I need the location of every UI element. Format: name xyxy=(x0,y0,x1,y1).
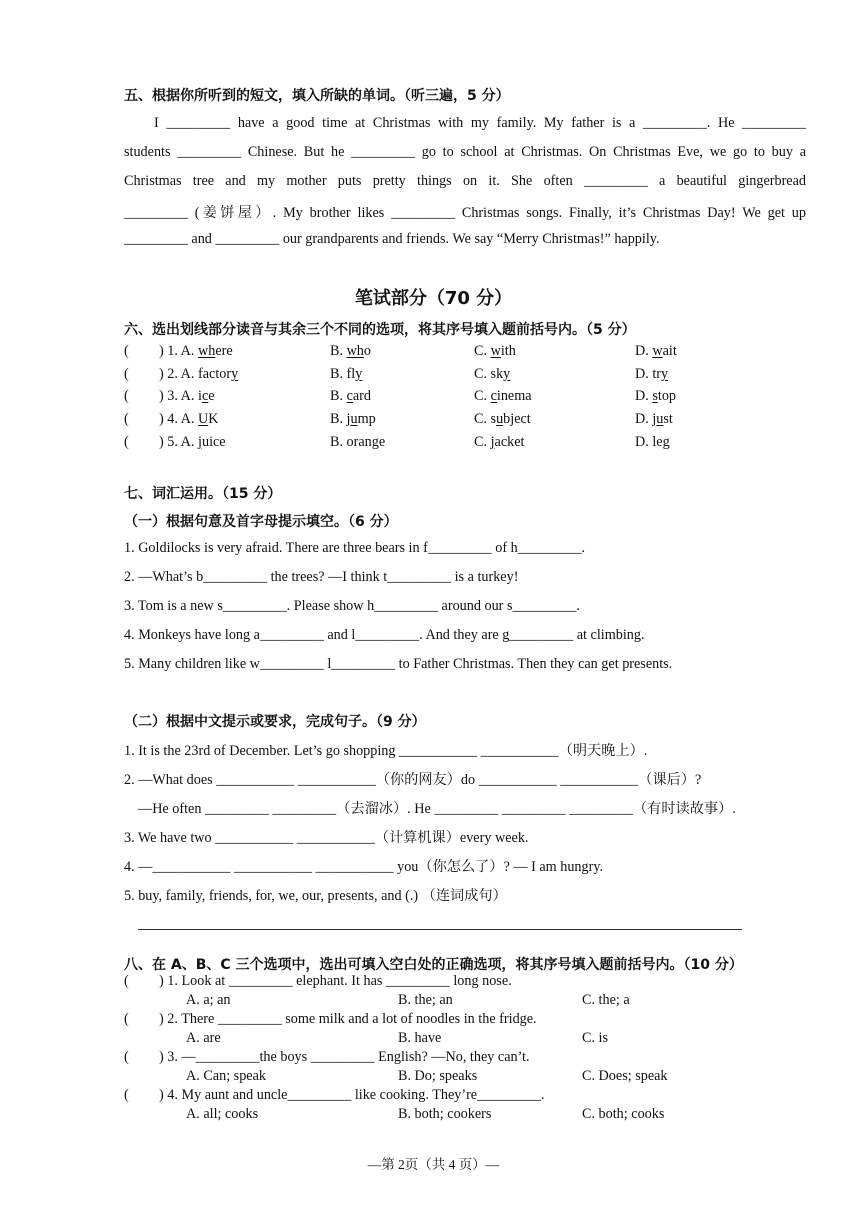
answer-bracket xyxy=(124,411,129,428)
page-footer: —第 2页（共 4 页）— xyxy=(367,1157,500,1172)
option-text: K xyxy=(208,411,219,427)
option-text: ere xyxy=(215,343,233,359)
option-a: A. are xyxy=(186,1030,221,1046)
option-b xyxy=(330,411,376,428)
option-a xyxy=(159,343,233,360)
option-text: uice xyxy=(201,434,226,450)
option-b: B. Do; speaks xyxy=(398,1068,478,1084)
option-d xyxy=(635,411,673,428)
option-text: ) 2. A. xyxy=(159,366,199,382)
section7-heading: 七、词汇运用。（15 分） xyxy=(124,486,282,502)
option-c xyxy=(474,434,524,451)
section5-line-3: Christmas tree and my mother puts pretty things on it. She often _________ a beautiful gingerbread xyxy=(124,173,806,189)
underlined-letters: j xyxy=(198,434,202,450)
answer-bracket xyxy=(124,366,129,383)
option-text: ait xyxy=(662,343,677,359)
underlined-letters: y xyxy=(355,366,363,382)
option-text: e xyxy=(208,388,215,404)
answer-bracket xyxy=(124,434,129,451)
section7-part1-q1: 1. Goldilocks is very afraid. There are three bears in f_________ of h_________. xyxy=(124,540,586,556)
section7-part2-q2: 2. —What does ___________ ___________（你的网友）do ___________ ___________（课后）? xyxy=(124,772,702,788)
underlined-letters: c xyxy=(201,388,209,404)
option-text: B. oran xyxy=(330,434,372,450)
option-text: top xyxy=(657,388,677,404)
option-b xyxy=(330,434,385,451)
option-text: ) 3. A. xyxy=(159,388,199,404)
section5-line-5: _________ and _________ our grandparents and friends. We say “Merry Christmas!” happily. xyxy=(124,231,660,247)
option-a: A. all; cooks xyxy=(186,1106,259,1122)
answer-bracket: ( xyxy=(124,1049,129,1065)
section7-part2-heading: （二）根据中文提示或要求，完成句子。（9 分） xyxy=(124,714,426,730)
section7-part1-q3: 3. Tom is a new s_________. Please show h_________ around our s_________. xyxy=(124,598,580,614)
option-text: ard xyxy=(352,388,371,404)
option-text: ( xyxy=(124,434,129,450)
underlined-letters: y xyxy=(503,366,511,382)
option-text: B. j xyxy=(330,411,351,427)
section5-heading: 五、根据你所听到的短文，填入所缺的单词。（听三遍，5 分） xyxy=(124,88,510,104)
section5-line-1: I _________ have a good time at Christmas with my family. My father is a _________. He _________ xyxy=(154,115,806,131)
option-b xyxy=(330,388,371,405)
option-text: e xyxy=(378,434,386,450)
section7-part2-q5: 5. buy, family, friends, for, we, our, presents, and (.) （连词成句） xyxy=(124,888,507,904)
option-text: o xyxy=(363,343,371,359)
option-text: D. xyxy=(635,388,653,404)
option-d xyxy=(635,366,668,383)
answer-bracket: ( xyxy=(124,973,129,989)
underlined-letters: u xyxy=(350,411,358,427)
option-text: B. xyxy=(330,388,347,404)
underlined-letters: c xyxy=(346,388,353,404)
option-b: B. both; cookers xyxy=(398,1106,492,1122)
underlined-letters: y xyxy=(661,366,669,382)
underlined-letters: s xyxy=(652,388,658,404)
option-text: D. j xyxy=(635,411,657,427)
section7-part2-q2-reply: —He often _________ _________（去溜冰）. He _________ _________ _________（有时读故事）. xyxy=(138,801,736,817)
option-d xyxy=(635,434,670,451)
option-d xyxy=(635,388,676,405)
option-text: inema xyxy=(496,388,532,404)
option-text: st xyxy=(663,411,673,427)
answer-line xyxy=(138,929,742,930)
section7-part1-q5: 5. Many children like w_________ l_________ to Father Christmas. Then they can get presents. xyxy=(124,656,673,672)
option-a xyxy=(159,388,215,405)
option-a xyxy=(159,434,226,451)
option-text: mp xyxy=(357,411,376,427)
section7-part2-q1: 1. It is the 23rd of December. Let’s go shopping ___________ ___________（明天晚上）. xyxy=(124,743,648,759)
written-part-title: 笔试部分（70 分） xyxy=(354,288,513,309)
underlined-letters: g xyxy=(371,434,379,450)
option-c xyxy=(474,411,531,428)
option-c xyxy=(474,366,510,383)
answer-bracket: ( xyxy=(124,1011,129,1027)
option-text: ( xyxy=(124,366,129,382)
option-text: ith xyxy=(500,343,516,359)
underlined-letters: j xyxy=(490,434,495,450)
option-a: A. Can; speak xyxy=(186,1068,266,1084)
option-text: C. xyxy=(474,343,491,359)
underlined-letters: wh xyxy=(346,343,364,359)
underlined-letters: c xyxy=(490,388,497,404)
section5-line-4: _________ (姜饼屋）. My brother likes _________ Christmas songs. Finally, it’s Christmas Day! We get up xyxy=(124,205,806,221)
question-stem: ) 2. There _________ some milk and a lot of noodles in the fridge. xyxy=(159,1011,537,1027)
option-a xyxy=(159,366,238,383)
option-c: C. Does; speak xyxy=(582,1068,668,1084)
answer-bracket xyxy=(124,388,129,405)
option-text: C. xyxy=(474,434,491,450)
option-text: ) 5. A. xyxy=(159,434,199,450)
option-text: B. xyxy=(330,343,347,359)
question-stem: ) 3. —_________the boys _________ English? —No, they can’t. xyxy=(159,1049,530,1065)
underlined-letters: g xyxy=(662,434,670,450)
question-stem: ) 4. My aunt and uncle_________ like cooking. They’re_________. xyxy=(159,1087,545,1103)
underlined-letters: u xyxy=(656,411,664,427)
option-text: ) 4. A. xyxy=(159,411,199,427)
option-text: bject xyxy=(503,411,531,427)
option-text: D. xyxy=(635,343,653,359)
option-text: ( xyxy=(124,343,129,359)
option-b: B. have xyxy=(398,1030,442,1046)
option-c: C. both; cooks xyxy=(582,1106,665,1122)
section6-heading: 六、选出划线部分读音与其余三个不同的选项，将其序号填入题前括号内。（5 分） xyxy=(124,322,636,338)
underlined-letters: wh xyxy=(198,343,216,359)
section7-part1-heading: （一）根据句意及首字母提示填空。（6 分） xyxy=(124,514,398,530)
option-c xyxy=(474,388,532,405)
option-text: D. le xyxy=(635,434,663,450)
underlined-letters: U xyxy=(198,411,209,427)
answer-bracket: ( xyxy=(124,1087,129,1103)
underlined-letters: y xyxy=(231,366,239,382)
underlined-letters: w xyxy=(490,343,501,359)
option-b xyxy=(330,366,362,383)
option-text: acket xyxy=(494,434,525,450)
option-c: C. is xyxy=(582,1030,609,1046)
section7-part1-q2: 2. —What’s b_________ the trees? —I think t_________ is a turkey! xyxy=(124,569,519,585)
option-a: A. a; an xyxy=(186,992,231,1008)
option-a xyxy=(159,411,219,428)
option-b: B. the; an xyxy=(398,992,453,1008)
option-c xyxy=(474,343,516,360)
section7-part2-q3: 3. We have two ___________ ___________（计算机课）every week. xyxy=(124,830,529,846)
option-text: B. fl xyxy=(330,366,356,382)
option-text: i xyxy=(198,388,202,404)
option-d xyxy=(635,343,677,360)
underlined-letters: w xyxy=(652,343,663,359)
option-c: C. the; a xyxy=(582,992,630,1008)
option-text: ( xyxy=(124,411,129,427)
section5-line-2: students _________ Chinese. But he _________ go to school at Christmas. On Christmas Eve, we go to buy a xyxy=(124,144,806,160)
section8-heading: 八、在 A、B、C 三个选项中，选出可填入空白处的正确选项，将其序号填入题前括号内。（10 分） xyxy=(124,957,743,973)
option-text: D. tr xyxy=(635,366,662,382)
answer-bracket xyxy=(124,343,129,360)
underlined-letters: u xyxy=(496,411,504,427)
option-text: ) 1. A. xyxy=(159,343,199,359)
option-text: C. sk xyxy=(474,366,504,382)
option-text: C. xyxy=(474,388,491,404)
option-b xyxy=(330,343,371,360)
option-text: C. s xyxy=(474,411,497,427)
question-stem: ) 1. Look at _________ elephant. It has _________ long nose. xyxy=(159,973,512,989)
section7-part2-q4: 4. —___________ ___________ ___________ you（你怎么了）? — I am hungry. xyxy=(124,859,604,875)
option-text: factor xyxy=(198,366,232,382)
section7-part1-q4: 4. Monkeys have long a_________ and l_________. And they are g_________ at climbing. xyxy=(124,627,645,643)
option-text: ( xyxy=(124,388,129,404)
